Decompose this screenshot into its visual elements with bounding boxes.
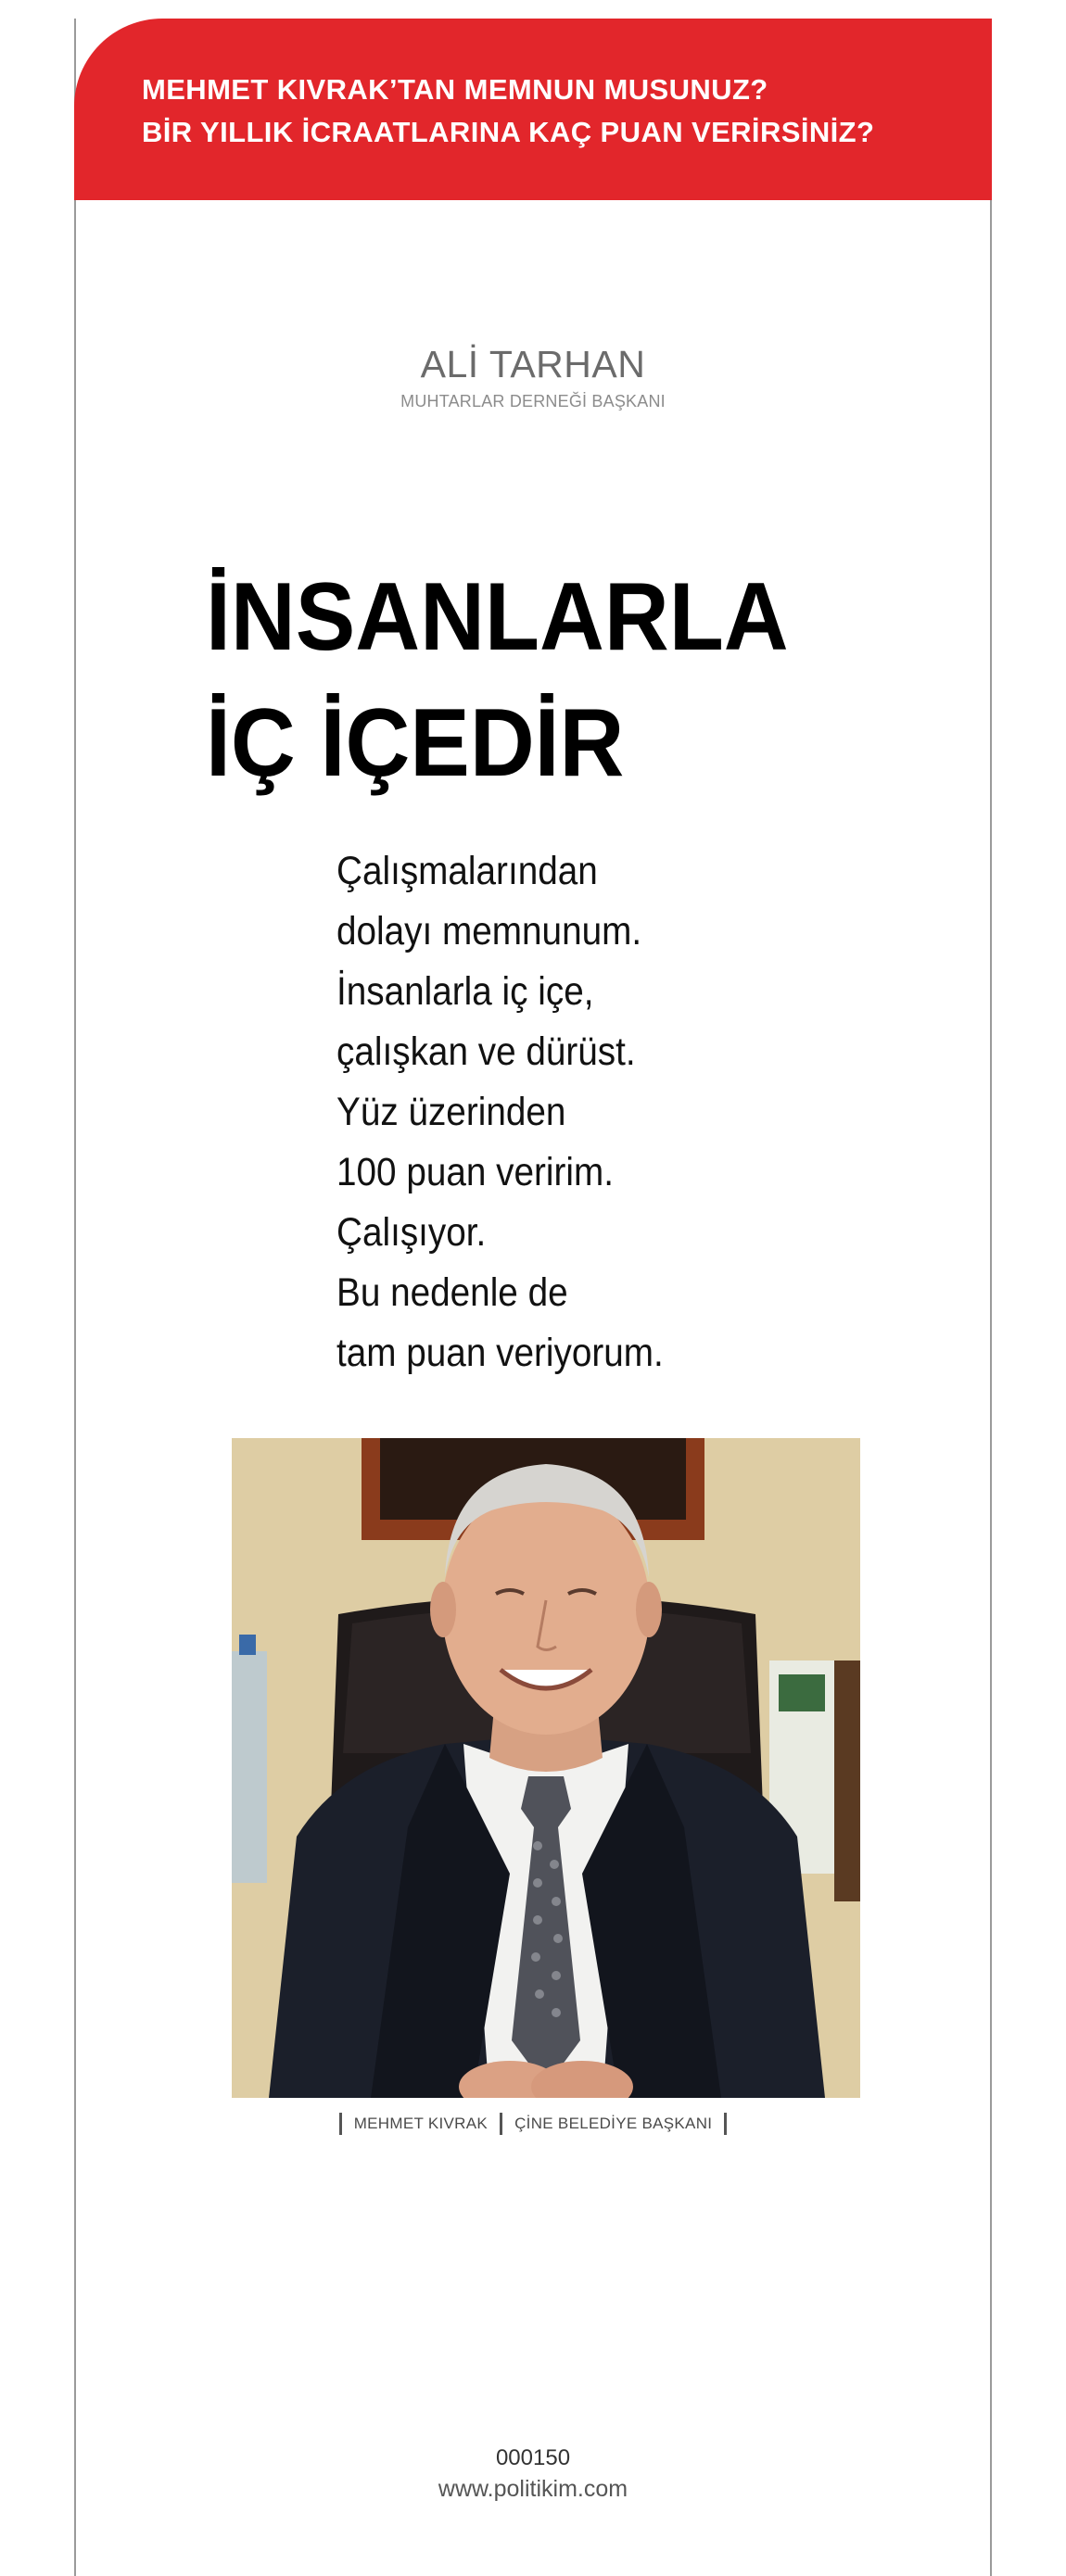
author-name: ALİ TARHAN [420, 343, 646, 385]
caption-divider [500, 2113, 502, 2135]
body-line: tam puan veriyorum. [336, 1331, 664, 1375]
caption-title: ÇİNE BELEDİYE BAŞKANI [514, 2115, 713, 2132]
body-line: dolayı memnunum. [336, 909, 642, 953]
body-line: İnsanlarla iç içe, [336, 969, 594, 1014]
headline-line-2: İÇ İÇEDİR [206, 689, 625, 797]
body-line: çalışkan ve dürüst. [336, 1029, 636, 1074]
portrait-illustration [232, 1438, 860, 2098]
banner-line-2: BİR YILLIK İCRAATLARINA KAÇ PUAN VERİRSİNİZ? [142, 116, 875, 148]
headline [206, 554, 966, 806]
body-line: 100 puan veririm. [336, 1150, 615, 1194]
quote-body [336, 841, 893, 1383]
photo-caption [0, 2113, 1066, 2135]
caption-name: MEHMET KIVRAK [353, 2115, 489, 2132]
body-line: Bu nedenle de [336, 1270, 568, 1315]
body-line: Yüz üzerinden [336, 1090, 566, 1134]
body-line: Çalışıyor. [336, 1210, 487, 1255]
banner-line-1: MEHMET KIVRAK’TAN MEMNUN MUSUNUZ? [142, 73, 768, 106]
author-block [0, 343, 1066, 411]
site-url[interactable]: www.politikim.com [438, 2476, 628, 2502]
footer [0, 2443, 1066, 2505]
caption-divider [724, 2113, 727, 2135]
question-banner [74, 19, 992, 200]
headline-line-1: İNSANLARLA [206, 563, 789, 671]
portrait-photo [232, 1438, 860, 2098]
caption-divider [339, 2113, 342, 2135]
page-number: 000150 [495, 2445, 571, 2470]
author-role: MUHTARLAR DERNEĞİ BAŞKANI [400, 392, 666, 410]
body-line: Çalışmalarından [336, 849, 598, 893]
